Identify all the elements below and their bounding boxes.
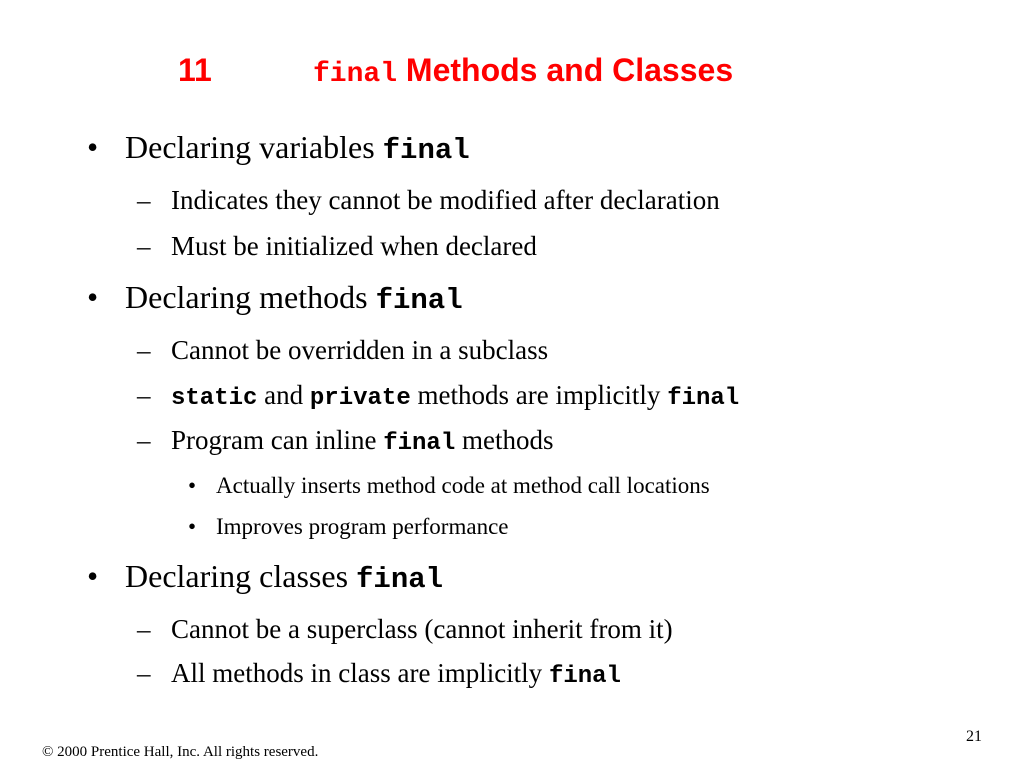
sub-bullet (137, 425, 554, 457)
sub-bullet (137, 614, 673, 645)
sub-sub-bullet (188, 473, 710, 499)
code-final: final (383, 430, 456, 457)
sub-bullet-text: Cannot be a superclass (cannot inherit from it) (171, 614, 673, 644)
sub-bullet-text: methods are implicitly (410, 380, 668, 410)
page-number: 21 (966, 728, 982, 745)
dash: – (137, 380, 151, 410)
sub-sub-bullet-text: Actually inserts method code at method call locations (216, 473, 710, 498)
bullet-dot: • (87, 129, 99, 165)
bullet-code: final (356, 563, 444, 596)
slide-title (0, 50, 1024, 100)
bullet-declaring-methods (87, 279, 463, 317)
bullet-dot: • (87, 279, 99, 315)
bullet-text: Declaring methods (125, 279, 376, 315)
bullet-dot: • (188, 473, 197, 498)
code-static: static (171, 385, 258, 412)
sub-bullet-text: Indicates they cannot be modified after declaration (171, 185, 720, 215)
sub-bullet (137, 185, 720, 216)
bullet-dot: • (188, 514, 197, 539)
footer-text: 2000 Prentice Hall, Inc. All rights reserved. (53, 744, 319, 760)
copyright-footer (42, 744, 318, 761)
sub-bullet (137, 231, 537, 262)
chapter-number: 11 (178, 52, 212, 88)
copyright-symbol: © (42, 744, 54, 760)
sub-bullet (137, 658, 621, 690)
bullet-declaring-variables (87, 129, 470, 167)
bullet-text: Declaring classes (125, 558, 357, 594)
dash: – (137, 185, 151, 215)
bullet-code: final (375, 284, 463, 317)
sub-bullet-text: Program can inline (171, 425, 384, 455)
dash: – (137, 425, 151, 455)
sub-bullet-text: All methods in class are implicitly (171, 658, 549, 688)
title-keyword: final (313, 59, 398, 90)
code-final: final (548, 663, 621, 690)
sub-bullet (137, 380, 740, 412)
title-heading (313, 52, 733, 90)
dash: – (137, 658, 151, 688)
sub-bullet (137, 335, 549, 366)
code-final: final (667, 385, 740, 412)
title-text: Methods and Classes (397, 52, 734, 88)
dash: – (137, 231, 151, 261)
dash: – (137, 335, 151, 365)
sub-bullet-text: and (257, 380, 310, 410)
sub-sub-bullet (188, 514, 509, 540)
sub-bullet-text: Must be initialized when declared (171, 231, 537, 261)
dash: – (137, 614, 151, 644)
bullet-declaring-classes (87, 558, 444, 596)
sub-bullet-text: Cannot be overridden in a subclass (171, 335, 549, 365)
sub-sub-bullet-text: Improves program performance (216, 514, 509, 539)
bullet-dot: • (87, 558, 99, 594)
sub-bullet-text: methods (455, 425, 554, 455)
bullet-text: Declaring variables (125, 129, 383, 165)
bullet-code: final (382, 134, 470, 167)
code-private: private (309, 385, 411, 412)
